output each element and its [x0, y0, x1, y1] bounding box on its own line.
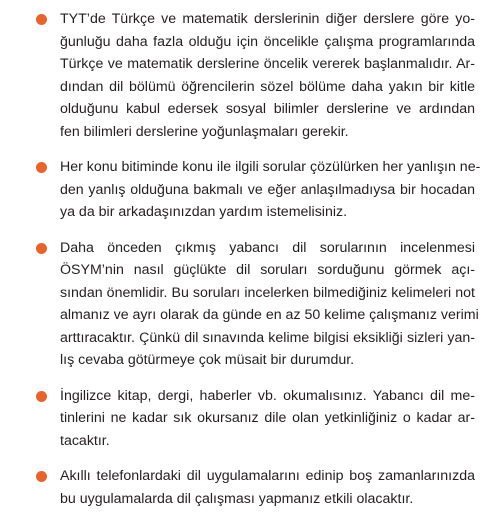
text-line: fen bilimleri derslerine yoğunlaşmaları gerekir.: [60, 123, 349, 140]
text-line: lış cevaba götürmeye çok müsait bir durumdur.: [60, 352, 355, 368]
list-item: [0, 237, 497, 372]
text-line: bu uygulamalarda dil çalışması yapmanız etkili olacaktır.: [60, 490, 414, 507]
bullet-dot-icon: [36, 243, 47, 254]
text-line: tinlerini ne kadar sık okursanız dile olan yetkinliğiniz o kadar ar-: [60, 410, 475, 426]
text-line: arttıracaktır. Çünkü dil sınavında kelime bilgisi eksikliği sizleri yan-: [60, 329, 475, 346]
text-line: TYT’de Türkçe ve matematik derslerinin diğer derslere göre yo-: [60, 11, 475, 27]
bullet-dot-icon: [36, 162, 47, 173]
text-line: İngilizce kitap, dergi, haberler vb. okumalısınız. Yabancı dil me-: [60, 387, 475, 404]
list-item: [0, 8, 497, 143]
text-line: Her konu bitiminde konu ile ilgili sorular çözülürken her yanlışın ne-: [60, 159, 481, 175]
list-item: [0, 465, 497, 510]
bullet-list: [0, 8, 497, 523]
bullet-dot-icon: [36, 14, 47, 25]
text-line: almanız ve ayrı olarak da günde en az 50 kelime çalışmanız verimi: [60, 307, 479, 323]
text-line: dından dil bölümü öğrencilerin sözel bölüme daha yakın bir kitle: [60, 78, 475, 95]
text-line: ÖSYM’nin nasıl güçlükte dil soruları sorduğunu görmek açı-: [60, 262, 475, 278]
text-line: olduğunu kabul edersek sosyal bilimler derslerine ve ardından: [60, 101, 475, 117]
bullet-dot-icon: [36, 471, 47, 482]
text-line: Daha önceden çıkmış yabancı dil sorularının incelenmesi: [60, 239, 475, 256]
text-line: Akıllı telefonlardaki dil uygulamalarını edinip boş zamanlarınızda: [60, 468, 475, 484]
text-line: Türkçe ve matematik derslerine öncelik vererek başlanmalıdır. Ar-: [60, 56, 475, 72]
text-line: sından önemlidir. Bu soruları incelerken bilmediğiniz kelimeleri not: [60, 284, 475, 301]
bullet-dot-icon: [36, 391, 47, 402]
text-line: ğunluğu daha fazla olduğu için öncelikle çalışma programlarında: [60, 33, 475, 50]
list-item: [0, 156, 497, 224]
text-line: tacaktır.: [60, 432, 110, 449]
list-item: [0, 385, 497, 453]
text-line: den yanlış olduğuna bakmalı ve eğer anlaşılmadıysa bir hocadan: [60, 181, 475, 198]
text-line: ya da bir arkadaşınızdan yardım istemelisiniz.: [60, 204, 348, 220]
